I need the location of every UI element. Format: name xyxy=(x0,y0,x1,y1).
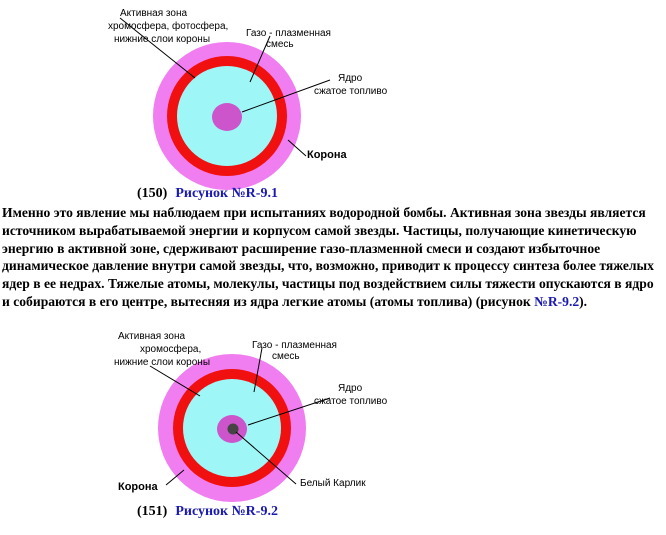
label-white-dwarf: Белый Карлик xyxy=(300,478,366,489)
figure-r-9-2 xyxy=(0,330,666,519)
caption-ref-1: Рисунок №R-9.1 xyxy=(175,186,278,201)
label-active-zone-2: хромосфера, фотосфера, xyxy=(108,21,229,32)
label-gas-plasma-1: Газо - плазменная xyxy=(252,340,337,351)
figure-r-9-1 xyxy=(0,0,666,201)
label-core-1: Ядро xyxy=(338,383,363,394)
label-active-zone-3: нижние слои короны xyxy=(114,357,211,368)
label-core-2: сжатое топливо xyxy=(314,86,388,97)
star-diagram-2 xyxy=(0,330,666,506)
label-active-zone-1: Активная зона xyxy=(120,8,188,19)
star-diagram-1 xyxy=(0,0,666,180)
label-gas-plasma-2: смесь xyxy=(272,351,300,362)
label-active-zone-1: Активная зона xyxy=(118,331,186,342)
figure-caption-2 xyxy=(137,504,278,520)
figure-caption-1 xyxy=(137,186,278,202)
paragraph-tail: ). xyxy=(579,293,588,309)
caption-ref-2: Рисунок №R-9.2 xyxy=(175,504,278,519)
caption-number-1: (150) xyxy=(137,186,168,201)
label-core-1: Ядро xyxy=(338,73,363,84)
label-corona: Корона xyxy=(118,481,158,493)
label-active-zone-2: хромосфера, xyxy=(140,344,202,355)
label-gas-plasma-1: Газо - плазменная xyxy=(246,28,331,39)
label-gas-plasma-2: смесь xyxy=(266,39,294,50)
label-core-2: сжатое топливо xyxy=(314,396,388,407)
figure-link-r-9-2[interactable]: №R-9.2 xyxy=(534,293,580,309)
label-corona: Корона xyxy=(307,149,347,161)
paragraph-text: Именно это явление мы наблюдаем при испытаниях водородной бомбы. Активная зона звезды является источником вырабатываемой энергии и корпусом самой звезды. Частицы, получающие кинетическую энергию в активной зоне, сдерживают расширение газо-плазменной смеси и создают избыточное динамическое давление внутри самой звезды, что, возможно, приводит к процессу синтеза более тяжелых ядер в ее недрах. Тяжелые атомы, молекулы, частицы под воздействием силы тяжести опускаются в ядро и собираются в его центре, вытесняя из ядра легкие атомы (атомы топлива) (рисунок xyxy=(2,205,654,309)
body-paragraph xyxy=(2,204,664,311)
caption-number-2: (151) xyxy=(137,504,168,519)
label-active-zone-3: нижние слои короны xyxy=(114,34,211,45)
core xyxy=(212,103,242,131)
